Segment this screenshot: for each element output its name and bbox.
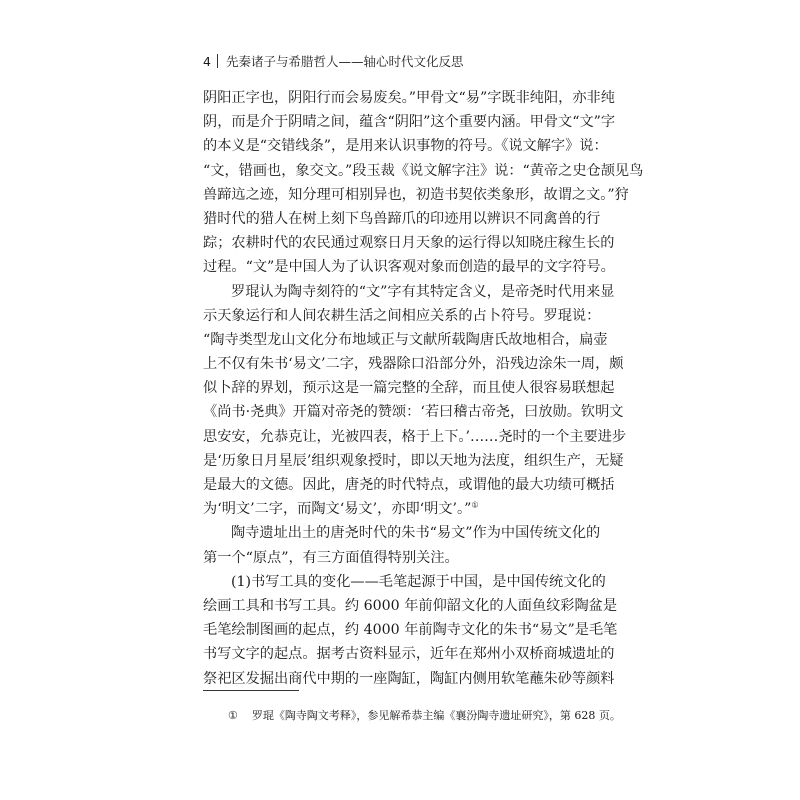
line-text: 猎时代的猎人在树上刻下鸟兽蹄爪的印迹用以辨识不同禽兽的行	[203, 210, 601, 227]
line-text: 毛笔绘制图画的起点，约 4000 年前陶寺文化的朱书“易文”是毛笔	[203, 622, 618, 639]
text-line	[203, 328, 608, 352]
text-line	[203, 255, 615, 279]
line-text: 罗琨认为陶寺刻符的“文”字有其特定含义，是帝尧时代用来显	[231, 283, 615, 300]
footnote-mark: ①	[228, 709, 238, 722]
line-text: “陶寺类型龙山文化分布地域正与文献所载陶唐氏故地相合，扁壶	[203, 331, 608, 348]
line-text: 是最大的文德。因此，唐尧的时代特点，或谓他的最大功绩可概括	[203, 477, 615, 493]
line-text: 上不仅有朱书‘易文’二字，残器除口沿部分外，沿残边涂朱一周，颇	[203, 356, 624, 373]
line-text: 兽蹄迒之迹，知分理可相别异也，初造书契依类象形，故谓之文。”狩	[203, 186, 629, 203]
line-text: 绘画工具和书写工具。约 6000 年前仰韶文化的人面鱼纹彩陶盆是	[203, 597, 618, 614]
text-line	[203, 546, 599, 570]
text-line	[203, 497, 599, 521]
footnote	[228, 707, 621, 723]
footnote-rule	[203, 690, 299, 691]
line-text: 第一个“原点”，有三方面值得特别关注。	[203, 549, 459, 566]
text-line	[203, 231, 615, 255]
text-line	[203, 400, 624, 424]
line-text: (1)书写工具的变化——毛笔起源于中国，是中国传统文化的	[231, 573, 606, 590]
line-text: 似卜辞的界划，预示这是一篇完整的全辞，而且使人很容易联想起	[203, 380, 615, 397]
line-text: 《尚书·尧典》开篇对帝尧的赞颂：‘若曰稽古帝尧，曰放勋。钦明文	[203, 404, 624, 421]
line-text: 阴阳正字也，阴阳行而会易废矣。”甲骨文“易”字既非纯阳，亦非纯	[203, 90, 615, 106]
text-line	[203, 207, 599, 231]
page-number: 4	[203, 53, 211, 69]
text-line	[203, 570, 606, 594]
text-line	[203, 618, 618, 642]
body-text	[203, 86, 644, 691]
line-text: 阴，而是介于阴晴之间，蕴含“阴阳”这个重要内涵。甲骨文“文”字	[203, 114, 616, 131]
running-title: 先秦诸子与希腊哲人——轴心时代文化反思	[225, 54, 464, 69]
text-line	[203, 425, 627, 449]
line-text: 过程。“文”是中国人为了认识客观对象而创造的最早的文字符号。	[203, 259, 615, 276]
text-line	[203, 352, 624, 376]
line-text: “文，错画也，象交文。”段玉裁《说文解字注》说：“黄帝之史仓颉见鸟	[203, 162, 644, 179]
text-line	[203, 304, 599, 328]
line-text: 示天象运行和人间农耕生活之间相应关系的占卜符号。罗琨说：	[203, 307, 601, 324]
text-line	[203, 376, 615, 400]
text-line	[203, 667, 615, 691]
text-line	[203, 449, 624, 473]
line-text: 书写文字的起点。据考古资料显示，近年在郑州小双桥商城遗址的	[203, 646, 615, 663]
line-text: 祭祀区发掘出商代中期的一座陶缸，陶缸内侧用软笔蘸朱砂等颜料	[203, 670, 615, 687]
line-text: 踪；农耕时代的农民通过观察日月天象的运行得以知晓庄稼生长的	[203, 235, 615, 252]
line-text: 是‘历象日月星辰’组织观象授时，即以天地为法度，组织生产，无疑	[203, 452, 624, 469]
line-text: 的本义是“交错线条”，是用来认识事物的符号。《说文解字》说：	[203, 138, 608, 155]
footnote-text: 罗琨《陶寺陶文考释》，参见解希恭主编《襄汾陶寺遗址研究》，第 628 页。	[251, 709, 621, 722]
line-text: 为‘明文’二字，而陶文‘易文’，亦即‘明文’。”	[203, 501, 472, 518]
text-line	[203, 280, 615, 304]
text-line	[203, 594, 618, 618]
text-line	[203, 110, 616, 134]
text-line	[203, 642, 615, 666]
line-text: 思安安，允恭克让，光被四表，格于上下。’……尧时的一个主要进步	[203, 428, 627, 445]
text-line	[203, 159, 644, 183]
header-divider	[217, 54, 218, 68]
text-line	[203, 134, 608, 158]
text-line	[203, 521, 599, 545]
text-line	[203, 86, 615, 110]
running-header	[203, 50, 623, 72]
text-line	[203, 183, 629, 207]
footnote-reference: ①	[471, 500, 479, 510]
text-line	[203, 473, 615, 497]
line-text: 陶寺遗址出土的唐尧时代的朱书“易文”作为中国传统文化的	[231, 525, 601, 542]
